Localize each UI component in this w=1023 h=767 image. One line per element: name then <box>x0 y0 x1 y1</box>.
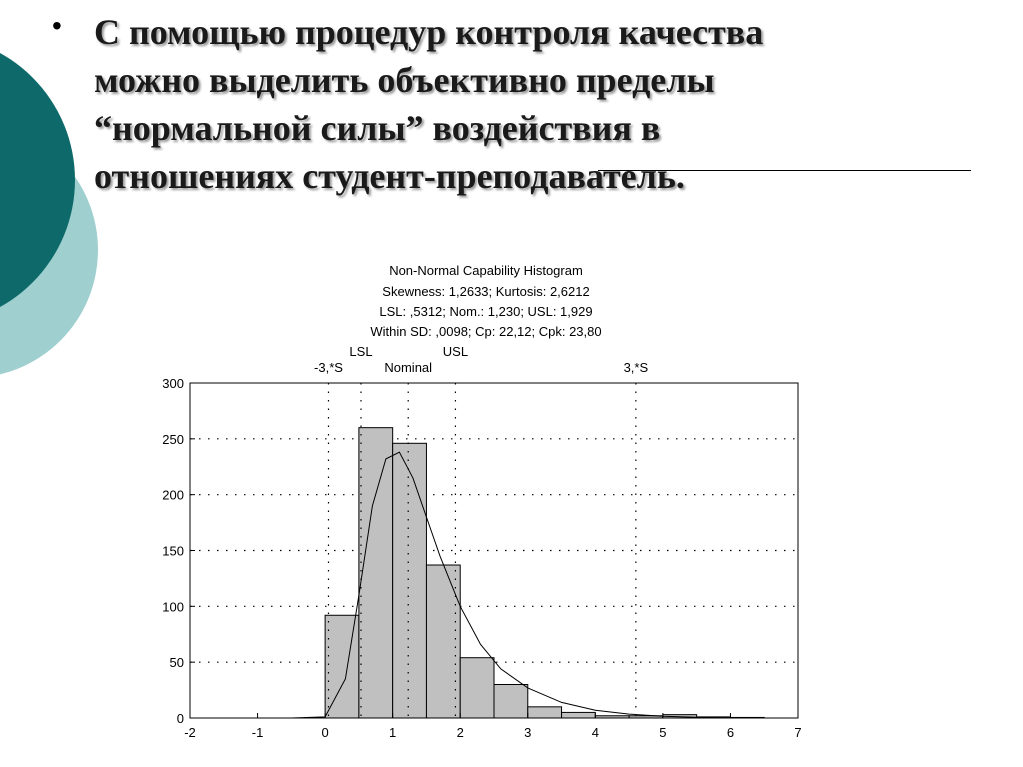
x-tick-label: 6 <box>726 725 735 740</box>
chart-titles <box>370 263 601 339</box>
y-tick-label: 0 <box>176 711 184 726</box>
reference-label: Nominal <box>384 360 433 375</box>
histogram-bar <box>528 707 562 718</box>
y-tick-label: 300 <box>162 376 184 391</box>
y-tick-label: 250 <box>162 431 184 447</box>
reference-label: -3,*S <box>314 360 343 375</box>
chart-title-2: Skewness: 1,2633; Kurtosis: 2,6212 <box>382 284 590 299</box>
histogram-bar <box>460 658 494 718</box>
histogram-bar <box>393 443 427 718</box>
histogram-bar <box>562 712 596 718</box>
y-tick-label: 200 <box>162 487 184 503</box>
histogram-bar <box>325 615 359 718</box>
heading-line-4: отношениях студент-преподаватель. <box>94 156 685 196</box>
reference-label: 3,*S <box>623 360 649 375</box>
histogram-bars <box>325 428 764 718</box>
x-tick-label: 7 <box>794 725 802 740</box>
x-tick-label: 5 <box>659 725 667 740</box>
x-tick-label: 2 <box>456 725 464 740</box>
chart-title-3: LSL: ,5312; Nom.: 1,230; USL: 1,929 <box>379 304 593 319</box>
y-tick-label: 50 <box>169 655 184 671</box>
x-tick-label: -2 <box>184 725 196 740</box>
chart-title-4: Within SD: ,0098; Cp: 22,12; Cpk: 23,80 <box>370 324 602 339</box>
histogram-bar <box>494 685 528 719</box>
heading-line-2: можно выделить объективно пределы <box>94 60 715 100</box>
grid-lines <box>190 439 798 662</box>
histogram-bar <box>359 428 393 718</box>
x-tick-label: 1 <box>389 725 397 740</box>
y-tick-label: 150 <box>162 543 184 559</box>
chart-title-1: Non-Normal Capability Histogram <box>389 263 583 278</box>
x-tick-label: 0 <box>321 725 329 740</box>
heading-line-1: С помощью процедур контроля качества <box>94 12 764 52</box>
x-tick-label: 4 <box>591 725 599 740</box>
x-tick-label: 3 <box>524 725 532 740</box>
y-tick-label: 100 <box>162 599 184 615</box>
bullet-marker: • <box>52 10 62 41</box>
reference-label: LSL <box>349 344 373 359</box>
heading-line-3: “нормальной силы” воздействия в <box>94 108 661 148</box>
reference-label: USL <box>442 344 469 359</box>
x-tick-label: -1 <box>251 725 264 740</box>
